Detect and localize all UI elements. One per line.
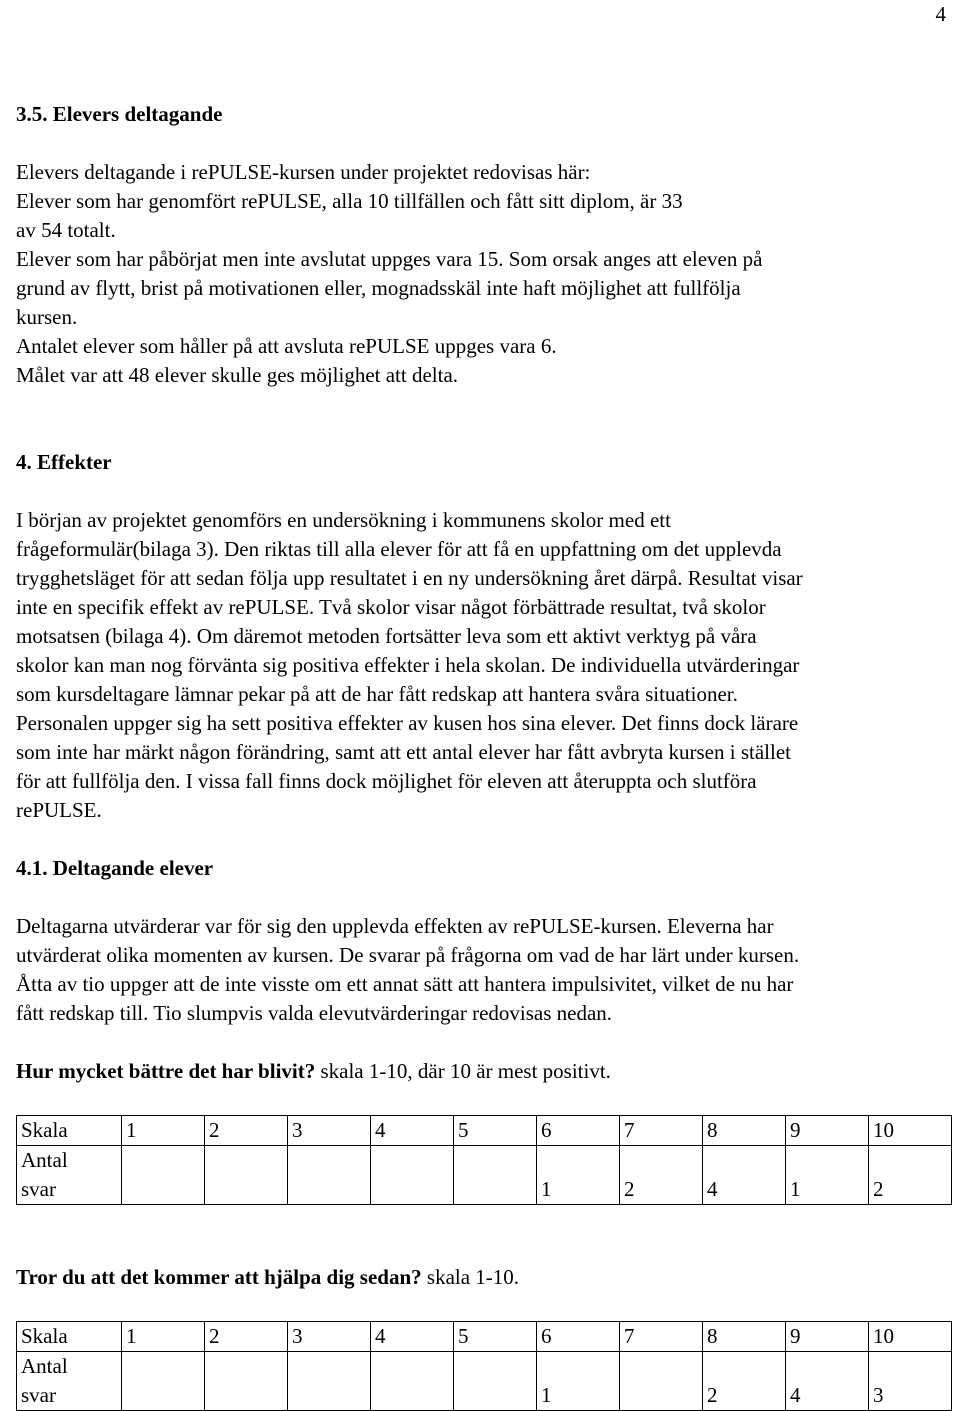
scale-cell: 6 (537, 1322, 620, 1352)
question-2 (16, 1263, 956, 1292)
scale-cell: 10 (869, 1116, 952, 1146)
text-line: för att fullfölja den. I vissa fall finns dock möjlighet för eleven att återuppta och slutföra (16, 769, 757, 793)
scale-cell: 9 (786, 1116, 869, 1146)
paragraph-section-3-5 (16, 158, 956, 390)
scale-cell: 3 (288, 1116, 371, 1146)
text-line: Deltagarna utvärderar var för sig den upplevda effekten av rePULSE-kursen. Eleverna har (16, 914, 774, 938)
text-line: Personalen uppger sig ha sett positiva effekter av kusen hos sina elever. Det finns dock lärare (16, 711, 799, 735)
answer-cell: 2 (620, 1146, 703, 1205)
row-label-line: Antal (21, 1354, 68, 1378)
row-label-line: svar (21, 1177, 56, 1201)
question-2-bold: Tror du att det kommer att hjälpa dig sedan? (16, 1265, 422, 1289)
text-line: I början av projektet genomförs en undersökning i kommunens skolor med ett (16, 508, 671, 532)
row-label-scale: Skala (17, 1116, 122, 1146)
answer-cell: 1 (537, 1352, 620, 1411)
scale-cell: 8 (703, 1322, 786, 1352)
question-1-scale-note: skala 1-10, där 10 är mest positivt. (315, 1059, 611, 1083)
text-line: som inte har märkt någon förändring, samt att ett antal elever har fått avbryta kursen i stället (16, 740, 791, 764)
answer-cell (288, 1352, 371, 1411)
text-line: som kursdeltagare lämnar pekar på att de har fått redskap att hantera svåra situationer. (16, 682, 738, 706)
text-line: Elevers deltagande i rePULSE-kursen under projektet redovisas här: (16, 160, 591, 184)
question-1-bold: Hur mycket bättre det har blivit? (16, 1059, 316, 1083)
question-1-table (16, 1115, 952, 1205)
question-2-table (16, 1321, 952, 1411)
answer-cell: 2 (703, 1352, 786, 1411)
table-row-scale (17, 1116, 952, 1146)
row-label-line: svar (21, 1383, 56, 1407)
answer-cell: 3 (869, 1352, 952, 1411)
text-line: Målet var att 48 elever skulle ges möjlighet att delta. (16, 363, 459, 387)
scale-cell: 5 (454, 1322, 537, 1352)
answer-cell (371, 1352, 454, 1411)
scale-cell: 8 (703, 1116, 786, 1146)
text-line: Antalet elever som håller på att avsluta rePULSE uppges vara 6. (16, 334, 557, 358)
answer-cell (288, 1146, 371, 1205)
scale-cell: 7 (620, 1322, 703, 1352)
scale-cell: 4 (371, 1322, 454, 1352)
row-label-line: Antal (21, 1148, 68, 1172)
scale-cell: 5 (454, 1116, 537, 1146)
scale-cell: 4 (371, 1116, 454, 1146)
text-line: trygghetsläget för att sedan följa upp resultatet i en ny undersökning året därpå. Resultat visar (16, 566, 803, 590)
heading-section-4: 4. Effekter (16, 450, 112, 474)
answer-cell: 4 (786, 1352, 869, 1411)
question-2-scale-note: skala 1-10. (421, 1265, 520, 1289)
answer-cell (205, 1146, 288, 1205)
text-line: utvärderat olika momenten av kursen. De svarar på frågorna om vad de har lärt under kursen. (16, 943, 800, 967)
answer-cell: 4 (703, 1146, 786, 1205)
scale-cell: 6 (537, 1116, 620, 1146)
text-line: grund av flytt, brist på motivationen eller, mognadsskäl inte haft möjlighet att fullfölja (16, 276, 741, 300)
heading-section-4-1: 4.1. Deltagande elever (16, 856, 214, 880)
table-row-answers (17, 1146, 952, 1205)
answer-cell (454, 1352, 537, 1411)
paragraph-section-4 (16, 506, 956, 825)
text-line: motsatsen (bilaga 4). Om däremot metoden fortsätter leva som ett aktivt verktyg på våra (16, 624, 757, 648)
answer-cell (205, 1352, 288, 1411)
scale-cell: 1 (122, 1116, 205, 1146)
document-body (16, 100, 956, 1411)
page-number: 4 (935, 2, 946, 26)
scale-cell: 2 (205, 1116, 288, 1146)
scale-cell: 10 (869, 1322, 952, 1352)
answer-cell: 1 (786, 1146, 869, 1205)
row-label-answers (17, 1352, 122, 1411)
answer-cell (122, 1146, 205, 1205)
text-line: kursen. (16, 305, 78, 329)
answer-cell (122, 1352, 205, 1411)
table-row-answers (17, 1352, 952, 1411)
scale-cell: 9 (786, 1322, 869, 1352)
scale-cell: 7 (620, 1116, 703, 1146)
text-line: Elever som har påbörjat men inte avslutat uppges vara 15. Som orsak anges att eleven på (16, 247, 763, 271)
scale-cell: 1 (122, 1322, 205, 1352)
question-1 (16, 1057, 956, 1086)
answer-cell (454, 1146, 537, 1205)
text-line: frågeformulär(bilaga 3). Den riktas till alla elever för att få en uppfattning om det upplevda (16, 537, 782, 561)
text-line: rePULSE. (16, 798, 102, 822)
answer-cell (620, 1352, 703, 1411)
row-label-answers (17, 1146, 122, 1205)
heading-section-3-5: 3.5. Elevers deltagande (16, 102, 223, 126)
text-line: inte en specifik effekt av rePULSE. Två skolor visar något förbättrade resultat, två skolor (16, 595, 766, 619)
answer-cell: 2 (869, 1146, 952, 1205)
paragraph-section-4-1 (16, 912, 956, 1028)
answer-cell (371, 1146, 454, 1205)
table-row-scale (17, 1322, 952, 1352)
row-label-scale: Skala (17, 1322, 122, 1352)
answer-cell: 1 (537, 1146, 620, 1205)
text-line: av 54 totalt. (16, 218, 116, 242)
text-line: Elever som har genomfört rePULSE, alla 10 tillfällen och fått sitt diplom, är 33 (16, 189, 683, 213)
scale-cell: 2 (205, 1322, 288, 1352)
scale-cell: 3 (288, 1322, 371, 1352)
text-line: fått redskap till. Tio slumpvis valda elevutvärderingar redovisas nedan. (16, 1001, 613, 1025)
text-line: skolor kan man nog förvänta sig positiva effekter i hela skolan. De individuella utvärderingar (16, 653, 800, 677)
text-line: Åtta av tio uppger att de inte visste om ett annat sätt att hantera impulsivitet, vilket de nu har (16, 972, 794, 996)
